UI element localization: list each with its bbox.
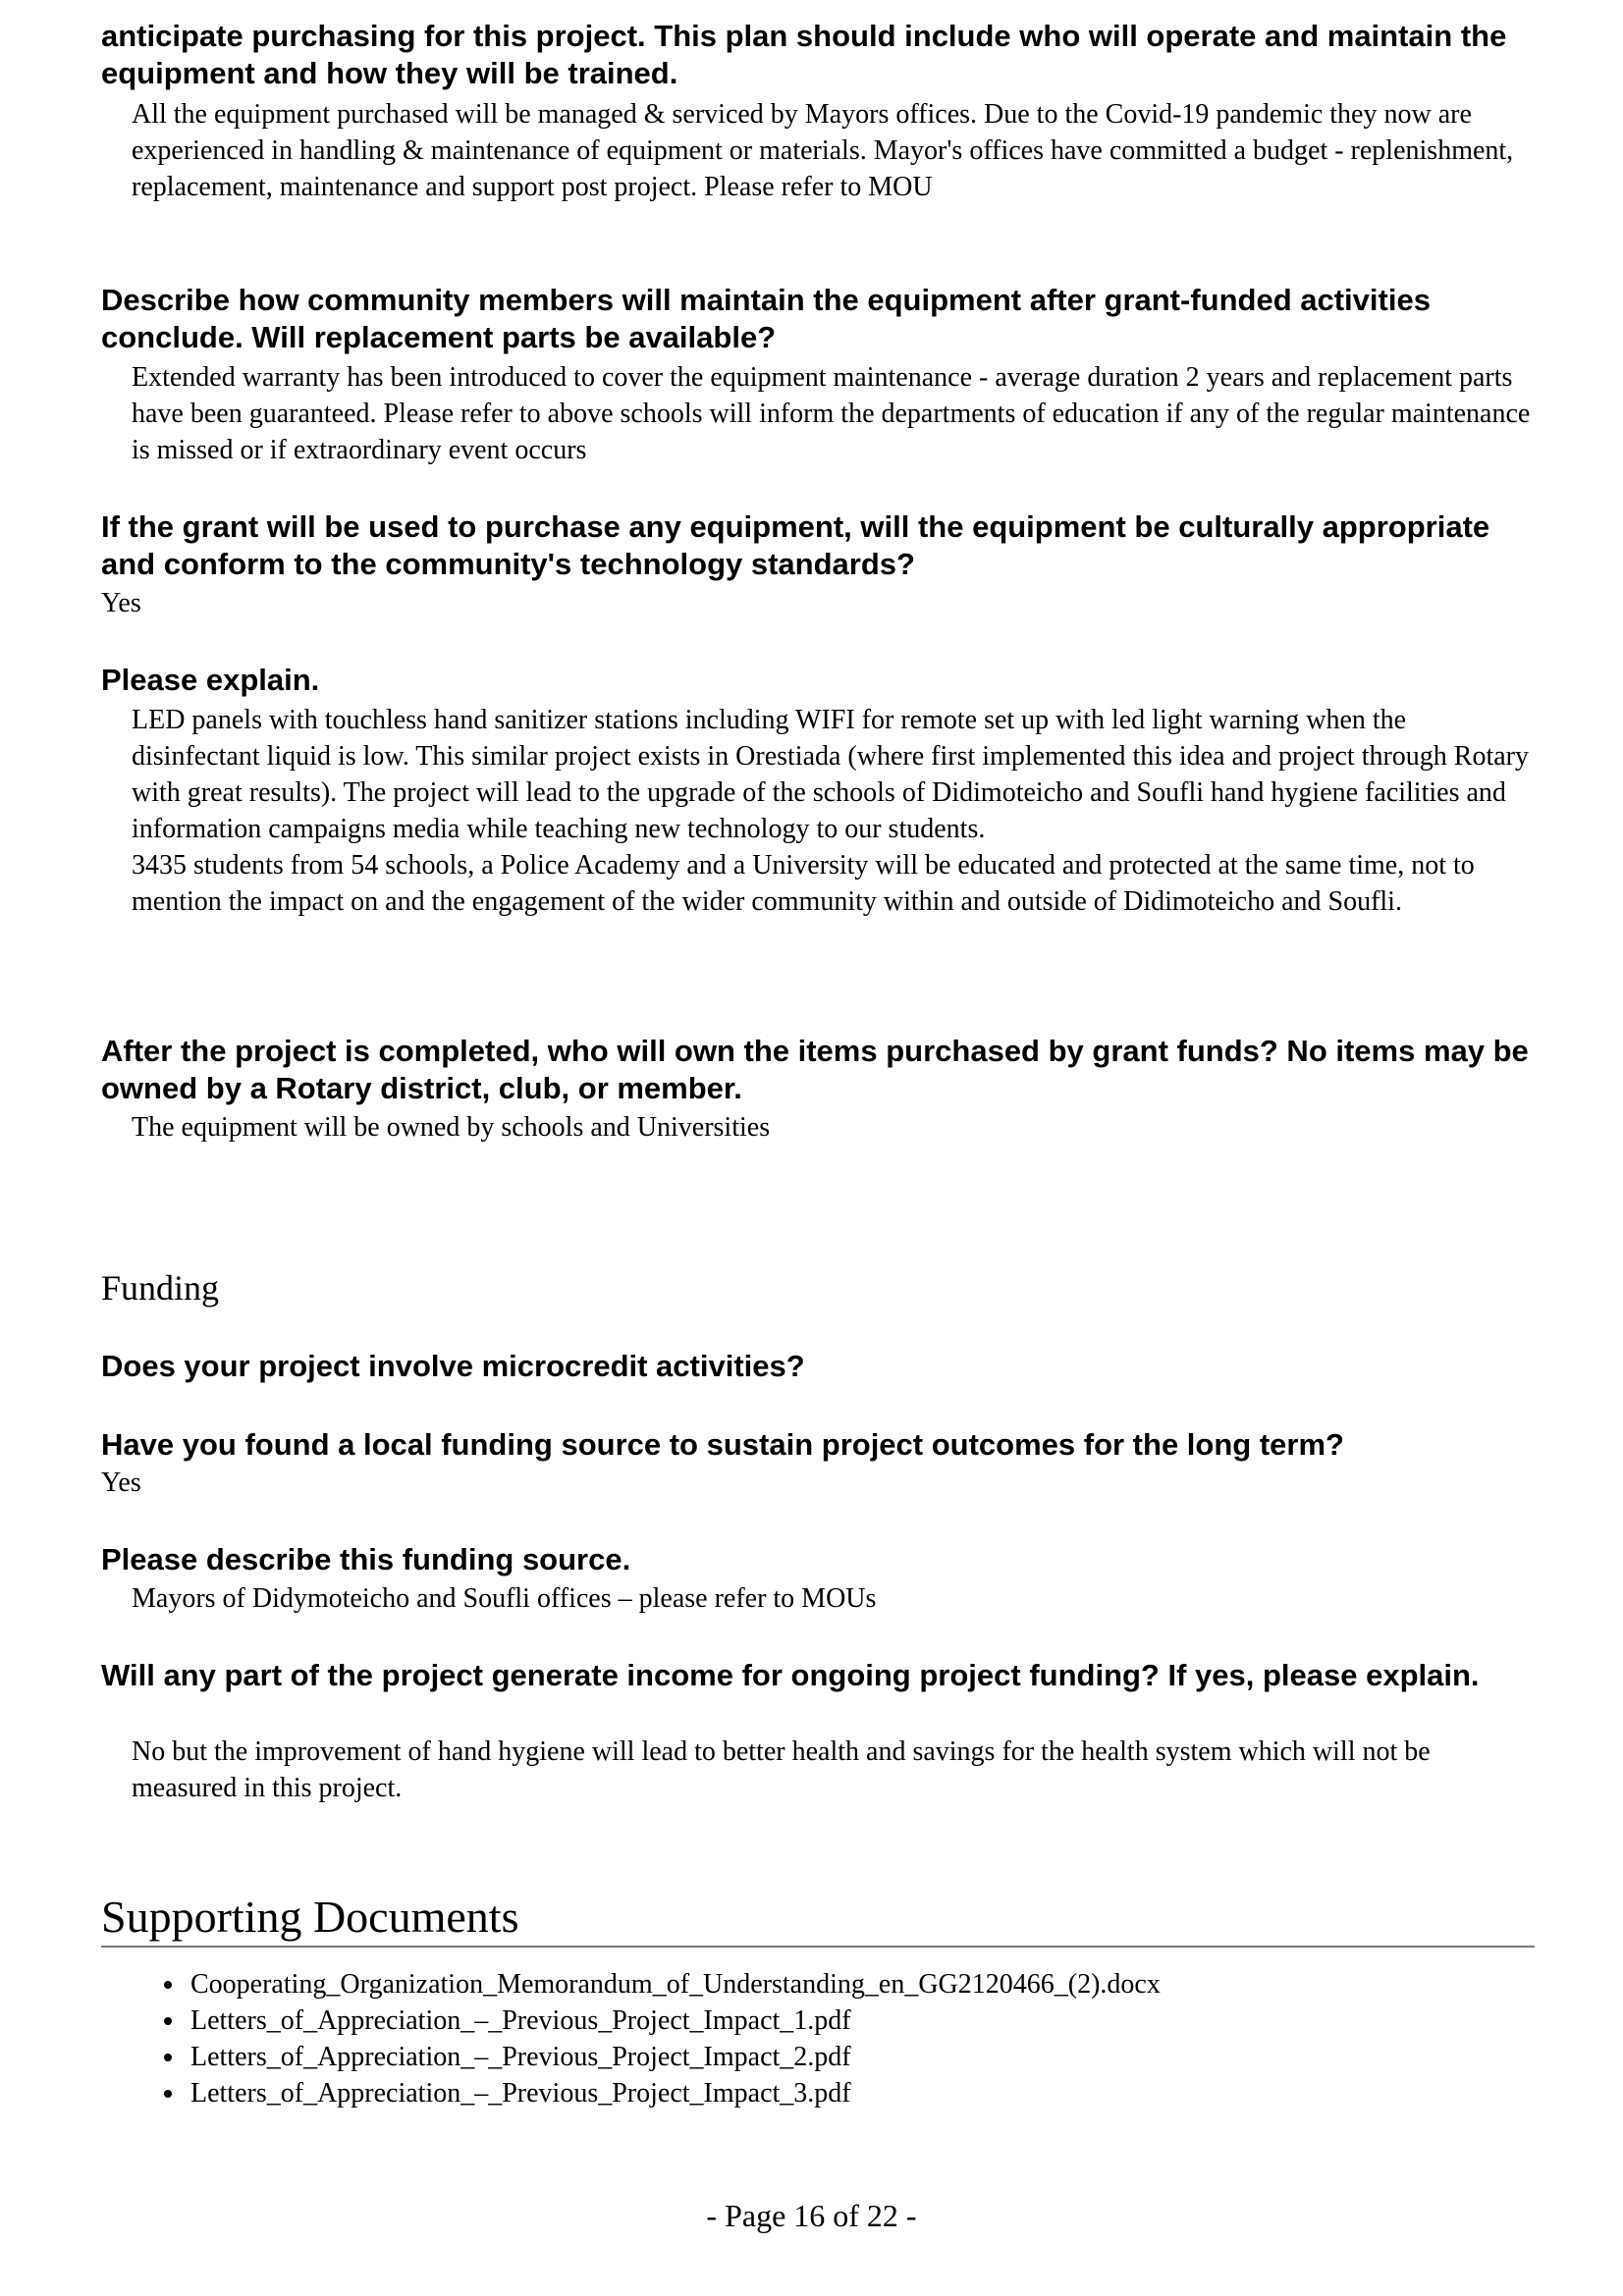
maintenance-answer: Extended warranty has been introduced to cover the equipment maintenance - average duration 2 years and replacement parts have been guaranteed. Please refer to above schools will inform the departments of education if any of the regular maintenance is missed or if extraordinary event occurs (132, 362, 1531, 465)
page-number: - Page 16 of 22 - (706, 2198, 917, 2233)
explain-question: Please explain. (101, 663, 320, 697)
explain-answer-paragraph-2: 3435 students from 54 schools, a Police Academy and a University will be educated and protected at the same time, not to mention the impact on and the engagement of the wider community within and outside of Didimoteicho and Soufli. (132, 850, 1475, 917)
document-item[interactable]: • Cooperating_Organization_Memorandum_of_Understanding_en_GG2120466_(2).docx (187, 1966, 1161, 2002)
funding-source-answer: Mayors of Didymoteicho and Soufli offices – please refer to MOUs (132, 1583, 877, 1614)
cultural-question: If the grant will be used to purchase any equipment, will the equipment be culturally appropriate and conform to the community's technology standards? (101, 509, 1490, 581)
explain-answer (132, 702, 1536, 920)
cultural-answer: Yes (101, 588, 141, 618)
maintenance-question: Describe how community members will maintain the equipment after grant-funded activities conclude. Will replacement parts be available? (101, 283, 1431, 354)
ownership-answer: The equipment will be owned by schools and Universities (132, 1112, 771, 1143)
document-item[interactable]: • Letters_of_Appreciation_–_Previous_Project_Impact_3.pdf (187, 2075, 1161, 2111)
funding-heading: Funding (101, 1268, 220, 1308)
equipment-plan-answer: All the equipment purchased will be managed & serviced by Mayors offices. Due to the Covid-19 pandemic they now are experienced in handling & maintenance of equipment or materials. Mayor's offices have committed a budget - replenishment, replacement, maintenance and support post project. Please refer to MOU (132, 99, 1514, 202)
local-funding-question: Have you found a local funding source to sustain project outcomes for the long term? (101, 1427, 1344, 1462)
supporting-documents-list (157, 1966, 1161, 2111)
income-answer: No but the improvement of hand hygiene will lead to better health and savings for the health system which will not be measured in this project. (132, 1736, 1431, 1803)
microcredit-question: Does your project involve microcredit activities? (101, 1349, 805, 1383)
equipment-plan-question: anticipate purchasing for this project. This plan should include who will operate and maintain the equipment and how they will be trained. (101, 19, 1507, 90)
document-item[interactable]: • Letters_of_Appreciation_–_Previous_Project_Impact_2.pdf (187, 2039, 1161, 2075)
section-divider (101, 1946, 1535, 1948)
local-funding-answer: Yes (101, 1468, 141, 1498)
supporting-documents-title: Supporting Documents (101, 1892, 519, 1942)
ownership-question: After the project is completed, who will own the items purchased by grant funds? No items may be owned by a Rotary district, club, or member. (101, 1034, 1529, 1105)
funding-source-question: Please describe this funding source. (101, 1542, 631, 1576)
income-question: Will any part of the project generate income for ongoing project funding? If yes, please explain. (101, 1658, 1480, 1692)
explain-answer-paragraph-1: LED panels with touchless hand sanitizer stations including WIFI for remote set up with led light warning when the disinfectant liquid is low. This similar project exists in Orestiada (where first implemented this idea and project through Rotary with great results). The project will lead to the upgrade of the schools of Didimoteicho and Soufli hand hygiene facilities and information campaigns media while teaching new technology to our students. (132, 705, 1530, 844)
document-item[interactable]: • Letters_of_Appreciation_–_Previous_Project_Impact_1.pdf (187, 2002, 1161, 2039)
